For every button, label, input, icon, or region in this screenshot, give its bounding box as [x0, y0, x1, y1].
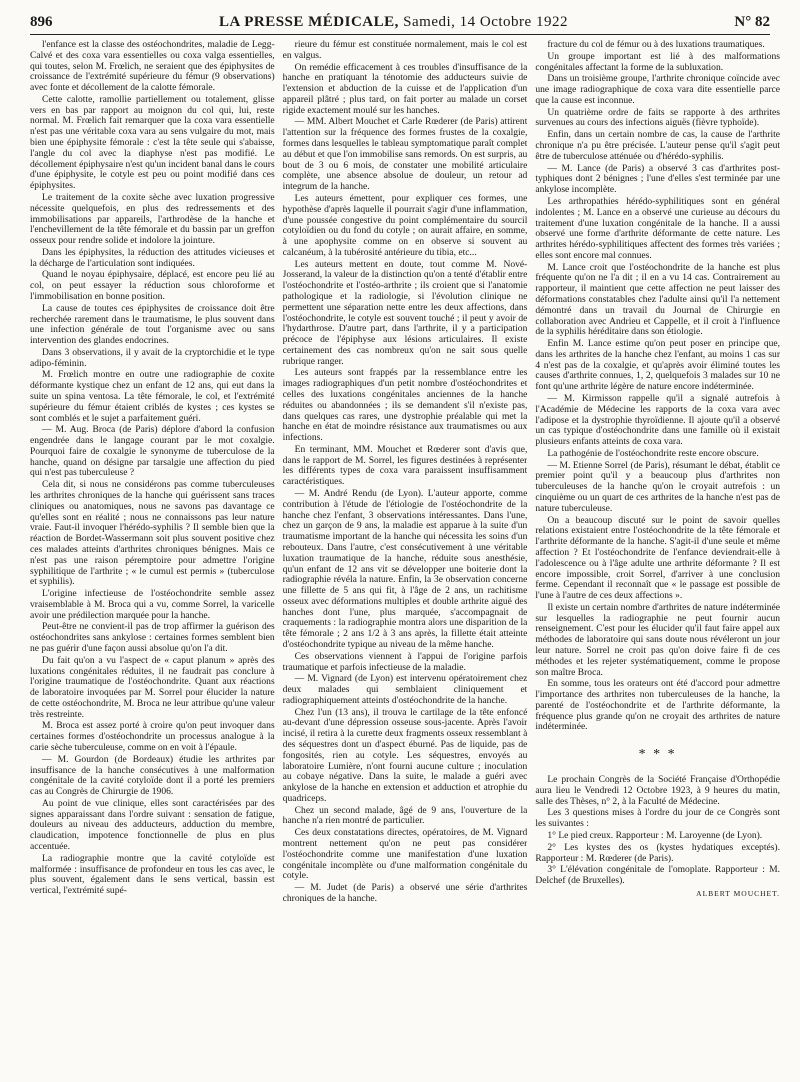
paragraph: — M. Gourdon (de Bordeaux) étudie les arthrites par insuffisance de la hanche consécutives à une malformation congénitale de la cavité cotyloïde dont il a porté les premiers cas au Congrès de Chirurgie de 1906.: [30, 753, 275, 798]
paragraph: Les auteurs émettent, pour expliquer ces formes, une hypothèse d'après laquelle il pourrait s'agir d'une inflammation, d'une poussée congestive du point complémentaire du sourcil cotyloïdien ou du fond du cotyle ; on aurait affaire, en somme, à une apophysite comme on en observe si souvent au calcanéum, à la tubérosité antérieure du tibia, etc...: [282, 192, 528, 258]
paragraph: Enfin M. Lance estime qu'on peut poser en principe que, dans les arthrites de la hanche chez l'enfant, au moins 1 cas sur 4 n'est pas de la coxalgie, et qu'après avoir éliminé toutes les causes d'arthrite connues, 1, 2, quelquefois 3 malades sur 10 ne font qu'une arthrite légère de nature encore indéterminée.: [535, 338, 781, 393]
column-left: [30, 40, 275, 1076]
paragraph: La pathogénie de l'ostéochondrite reste encore obscure.: [547, 447, 759, 459]
paragraph: Peut-être ne convient-il pas de trop affirmer la guérison des ostéochondrites sans ankylose : certaines formes semblent bien ne pas guérir d'une façon aussi absolue qu'on l'a dit.: [30, 621, 275, 654]
announcement-line: Les 3 questions mises à l'ordre du jour de ce Congrès sont les suivantes :: [535, 807, 781, 830]
paragraph: M. Broca est assez porté à croire qu'on peut invoquer dans certaines formes d'ostéochondrite un processus analogue à la carie sèche tuberculeuse, comme on en voit à l'épaule.: [30, 720, 275, 753]
paragraph: rieure du fémur est constituée normalement, mais le col est en valgus.: [282, 40, 528, 61]
paragraph: Le traitement de la coxite sèche avec luxation progressive nécessite quelquefois, en plus des redressements et des immobilisations par appareils, l'arthrodèse de la hanche et l'enchevillement de la tête fémorale et du bassin par un greffon osseux pour rendre solide et indolore la jointure.: [30, 191, 275, 247]
paragraph: M. Frœlich montre en outre une radiographie de coxite déformante kystique chez un enfant de 12 ans, qui eut dans la suite un spina ventosa. La tête fémorale, le col, et l'extrémité supérieure du fémur étaient criblés de kystes ; ces kystes se sont comblés et le sujet a parfaitement guéri.: [30, 369, 275, 424]
journal-name: LA PRESSE MÉDICALE,: [218, 13, 399, 30]
paragraph: Quand le noyau épiphysaire, déplacé, est encore peu lié au col, on peut essayer la réduction sous chloroforme et l'immobilisation en bonne position.: [30, 269, 275, 302]
paragraph: Les auteurs mettent en doute, tout comme M. Nové-Josserand, la valeur de la distinction qu'on a tenté d'établir entre l'ostéochondrite et l'ostéo-arthrite ; ils croient que si l'anatomie pathologique et la radiologie, si l'évolution clinique ne permettent une séparation nette entre les deux affections, dans l'ostéochondrite, le cotyle est souvent touché ; il peut y avoir de l'hydarthrose. D'autre part, dans l'arthrite, il y a participation précoce de l'épiphyse aux lésions articulaires. Il existe certainement des cas nombreux qu'on ne sait sous quelle rubrique ranger.: [282, 258, 528, 367]
page-header: [30, 10, 770, 35]
paragraph: Cette calotte, ramollie partiellement ou totalement, glisse vers en bas par rapport au moignon du col qui, lui, reste normal. M. Frœlich fait remarquer que la coxa vara essentielle n'est pas une véritable coxa vara au sens vulgaire du mot, mais bien une épiphysite fémorale : c'est la tête seule qui s'abaisse, l'angle du col avec la diaphyse n'est pas modifié. Le décollement épiphysaire n'est qu'un incident banal dans le cours d'une épiphysite, le cotyle est peu ou point modifié dans ces épiphysites.: [30, 93, 275, 192]
column-right: [535, 40, 780, 1076]
paragraph: — M. Etienne Sorrel (de Paris), résumant le débat, établit ce premier point qu'il y a beaucoup plus d'arthrites non tuberculeuses de la hanche qu'on le croyait autrefois : un cinquième ou un quart de ces arthrites de la hanche n'est pas de nature tuberculeuse.: [535, 459, 781, 514]
page-number: 896: [30, 13, 53, 30]
column-middle: [283, 40, 528, 1076]
paragraph: Au point de vue clinique, elles sont caractérisées par des signes apparaissant dans l'ordre suivant : sensation de fatigue, douleurs au niveau des adducteurs, adduction du membre, claudication, impotence fonctionnelle de plus en plus accentuée.: [30, 797, 275, 853]
paragraph: Les auteurs sont frappés par la ressemblance entre les images radiographiques d'un petit nombre d'ostéochondrites et celles des luxations congénitales anciennes de la hanche réduites ou abandonnées ; ils se demandent s'il n'existe pas, dans quelques cas rares, une dystrophie préalable qui met la hanche en état de moindre résistance aux traumatismes ou aux infections.: [282, 367, 528, 444]
paragraph: Les arthropathies hérédo-syphilitiques sont en général indolentes ; M. Lance en a observé une curieuse au décours du traitement d'une luxation congénitale de la hanche. Il a aussi observé une forme d'arthrite déformante de cette nature. Les arthrites hérédo-syphilitiques affectent des formes très variées ; elles sont encore mal connues.: [535, 195, 781, 261]
announcement-line: 3° L'élévation congénitale de l'omoplate. Rapporteur : M. Delchef (de Bruxelles).: [535, 864, 781, 887]
paragraph: Enfin, dans un certain nombre de cas, la cause de l'arthrite chronique n'a pu être précisée. L'auteur pense qu'il s'agit peut être de tuberculose atténuée ou d'hérédo-syphilis.: [535, 129, 781, 162]
paragraph: Un quatrième ordre de faits se rapporte à des arthrites survenues au cours des infections aiguës (fièvre typhoïde).: [535, 106, 781, 129]
paragraph: — M. Judet (de Paris) a observé une série d'arthrites chroniques de la hanche.: [282, 882, 528, 904]
paragraph: M. Lance croit que l'ostéochondrite de la hanche est plus fréquente qu'on ne l'a dit ; il en a vu 14 cas. Contrairement au rapporteur, il maintient que cette affection ne peut laisser des déformations constatables chez l'adulte ainsi qu'il l'a nettement démontré dans un travail du Journal de Chirurgie en collaboration avec Andrieu et Cappelle, et il croit à l'influence de la syphilis héréditaire dans son étiologie.: [535, 261, 781, 338]
paragraph: Dans les épiphysites, la réduction des attitudes vicieuses et la décharge de l'articulation sont indiquées.: [30, 246, 275, 269]
paragraph: L'origine infectieuse de l'ostéochondrite semble assez vraisemblable à M. Broca qui a vu, comme Sorrel, la varicelle avoir une prédilection marquée pour la hanche.: [30, 588, 275, 621]
paragraph: Ces deux constatations directes, opératoires, de M. Vignard montrent nettement qu'on ne peut pas considérer l'ostéochondrite comme une manifestation d'une luxation congénitale incomplète ou d'une malformation congénitale du cotyle.: [282, 827, 528, 882]
paragraph: Il existe un certain nombre d'arthrites de nature indéterminée sur lesquelles la radiographie ne peut fournir aucun renseignement. C'est pour les élucider qu'il faut faire appel aux méthodes de laboratoire qui sans doute nous révéleront un jour leur nature. Sorrel ne croit pas qu'on doive faire fi de ces méthodes et les rejeter systématiquement, comme le propose son maître Broca.: [535, 601, 781, 678]
journal-title: [219, 14, 568, 31]
paragraph: — M. Lance (de Paris) a observé 3 cas d'arthrites post-typhiques dont 2 bénignes ; l'une d'elles s'est terminée par une ankylose incomplète.: [535, 162, 781, 196]
paragraph: Du fait qu'on a vu l'aspect de « caput planum » après des luxations congénitales réduites, il ne faudrait pas conclure à l'origine traumatique de l'ostéochondrite. Quant aux réactions de laboratoire invoquées par M. Sorrel pour élucider la nature de cette ostéochondrite, M. Broca ne leur attribue qu'une valeur très restreinte.: [30, 654, 275, 720]
paragraph: Un groupe important est lié à des malformations congénitales affectant la forme de la subluxation.: [535, 50, 781, 73]
paragraph: On a beaucoup discuté sur le point de savoir quelles relations existaient entre l'ostéochondrite de la tête fémorale et l'arthrite déformante de la hanche. S'agit-il d'une seule et même affection ? Et l'ostéochondrite de l'enfance deviendrait-elle à l'adolescence ou à l'âge adulte une arthrite déformante ? Il est encore impossible, croit Sorrel, d'arriver à une conclusion ferme. Cependant il reconnaît que « le passage est possible de l'une à l'autre de ces deux affections ».: [535, 514, 781, 602]
article-columns: [30, 40, 780, 1076]
paragraph: Dans un troisième groupe, l'arthrite chronique coïncide avec une image radiographique de coxa vara dite essentielle parce que la cause est inconnue.: [535, 73, 781, 106]
congress-announcement: [535, 775, 780, 887]
paragraph: En terminant, MM. Mouchet et Rœderer sont d'avis que, dans le rapport de M. Sorrel, les figures destinées à représenter les différents types de coxa vara paraissent insuffisamment caractéristiques.: [282, 443, 528, 488]
paragraph: La cause de toutes ces épiphysites de croissance doit être recherchée rarement dans le traumatisme, le plus souvent dans une infection générale de tout l'organisme avec ou sans intervention des glandes endocrines.: [30, 302, 275, 347]
column-right-body: [535, 40, 780, 733]
announcement-line: Le prochain Congrès de la Société Française d'Orthopédie aura lieu le Vendredi 12 Octobre 1923, à 9 heures du matin, salle des Thèses, n° 2, à la Faculté de Médecine.: [535, 774, 781, 807]
paragraph: Chez l'un (13 ans), il trouva le cartilage de la tête enfoncé au-devant d'une dépression osseuse sous-jacente. Après l'avoir incisé, il retira à la curette deux fragments osseux ressemblant à des séquestres dont un d'aspect éburné. Pas de liquide, pas de fongosités, rien au cotyle. Les séquestres, envoyés au laboratoire Lumière, n'ont fourni aucune culture ; inoculation au cobaye négative. Dans la suite, le malade a guéri avec ankylose de la hanche en extension et adduction et atrophie du quadriceps.: [282, 706, 528, 804]
paragraph: Cela dit, si nous ne considérons pas comme tuberculeuses les arthrites chroniques de la hanche qui guérissent sans traces cliniques ou anatomiques, nous ne savons pas davantage ce qu'elles sont en réalité ; nous ne connaissons pas leur nature vraie. Faut-il invoquer l'hérédo-syphilis ? Il semble bien que la réaction de Bordet-Wassermann soit plus souvent positive chez ces malades atteints d'arthrites chroniques bénignes. Mais ce n'est pas une raison péremptoire pour admettre l'origine syphilitique de l'arthrite ; « le cumul est permis » (tuberculose et syphilis).: [30, 479, 275, 588]
paragraph: Chez un second malade, âgé de 9 ans, l'ouverture de la hanche n'a rien montré de particulier.: [282, 804, 528, 827]
paragraph: On remédie efficacement à ces troubles d'insuffisance de la hanche en pratiquant la ténotomie des adducteurs suivie de l'extension et abduction de la cuisse et de l'application d'un appareil plâtré ; plus tard, on fait porter au malade un corset rigide exactement moulé sur les hanches.: [282, 61, 528, 116]
announcement-line: 2° Les kystes des os (kystes hydatiques exceptés). Rapporteur : M. Rœderer (de Paris).: [535, 841, 781, 864]
paragraph: l'enfance est la classe des ostéochondrites, maladie de Legg-Calvé et des coxa vara essentielles ou coxa valga essentielles, qui toutes, selon M. Frœlich, ne seraient que des épiphysites de croissance de l'extrémité supérieure du fémur (9 observations) avec fonte et décollement de la calotte fémorale.: [30, 40, 275, 94]
paragraph: La radiographie montre que la cavité cotyloïde est malformée : insuffisance de profondeur en tous les cas avec, le plus souvent, également dans le sens vertical, bassin est vertical, l'extrémité supé-: [30, 852, 275, 897]
announcement-line: 1° Le pied creux. Rapporteur : M. Laroyenne (de Lyon).: [547, 829, 763, 841]
issue-number: N° 82: [734, 13, 770, 30]
author-signature: ALBERT MOUCHET.: [696, 888, 781, 898]
paragraph: — M. Vignard (de Lyon) est intervenu opératoirement chez deux malades qui semblaient cliniquement et radiographiquement atteints d'ostéochondrite de la hanche.: [282, 673, 528, 706]
paragraph: Dans 3 observations, il y avait de la cryptorchidie et le type adipo-féminin.: [30, 346, 275, 369]
section-separator: * * *: [638, 747, 677, 763]
paragraph: — M. Aug. Broca (de Paris) déplore d'abord la confusion engendrée dans le langage courant par le mot coxalgie. Pourquoi faire de coxalgie le synonyme de tuberculose de la hanche, quand on désigne par tarsalgie une affection du pied qui n'est pas tuberculeuse ?: [30, 424, 275, 479]
paragraph: — M. Kirmisson rappelle qu'il a signalé autrefois à l'Académie de Médecine les rapports de la coxa vara avec l'adipose et la dystrophie thyroïdienne. Il ajoute qu'il a observé un cas typique d'ostéochondrite dans une famille où il existait plusieurs enfants atteints de coxa vara.: [535, 393, 781, 448]
paragraph: fracture du col de fémur ou à des luxations traumatiques.: [547, 40, 765, 50]
paragraph: Ces observations viennent à l'appui de l'origine parfois traumatique et parfois infectieuse de la maladie.: [282, 650, 528, 673]
paragraph: — MM. Albert Mouchet et Carle Rœderer (de Paris) attirent l'attention sur la fréquence des formes frustes de la coxalgie, formes dans lesquelles le tableau symptomatique paraît complet au début et que l'on immobilise sans remords. On est surpris, au bout de 3 ou 6 mois, de constater une mobilité articulaire complète, une absence absolue de douleur, un retour ad integrum de la hanche.: [282, 116, 528, 193]
paragraph: — M. André Rendu (de Lyon). L'auteur apporte, comme contribution à l'étude de l'étiologie de l'ostéochondrite de la hanche chez l'enfant, 3 observations intéressantes. Dans l'une, chez un garçon de 9 ans, la maladie est apparue à la suite d'un traumatisme important de la hanche qui nécessita les soins d'un rebouteux. Dans l'autre, c'est consécutivement à une véritable luxation traumatique de la hanche, réduite sous anesthésie, qu'un enfant de 12 ans vit se développer une boiterie dont la radiographie révéla la nature. Enfin, la 3e observation concerne une fillette de 5 ans qui fit, à l'âge de 2 ans, un rachitisme osseux avec déformations multiples et double arthrite aiguë des hanches dont l'une, plus marquée, s'accompagnait de craquements : la radiographie montra alors une disparition de la tête fémorale ; 2 ans 1/2 à 3 ans après, la fillette était atteinte d'ostéochondrite typique au niveau de la même hanche.: [282, 488, 528, 650]
paragraph: En somme, tous les orateurs ont été d'accord pour admettre l'importance des arthrites non tuberculeuses de la hanche, la parenté de l'ostéochondrite et de l'arthrite déformante, la fréquence plus grande qu'on ne croyait des arthrites de nature indéterminée.: [535, 678, 781, 733]
issue-date: Samedi, 14 Octobre 1922: [403, 13, 568, 30]
